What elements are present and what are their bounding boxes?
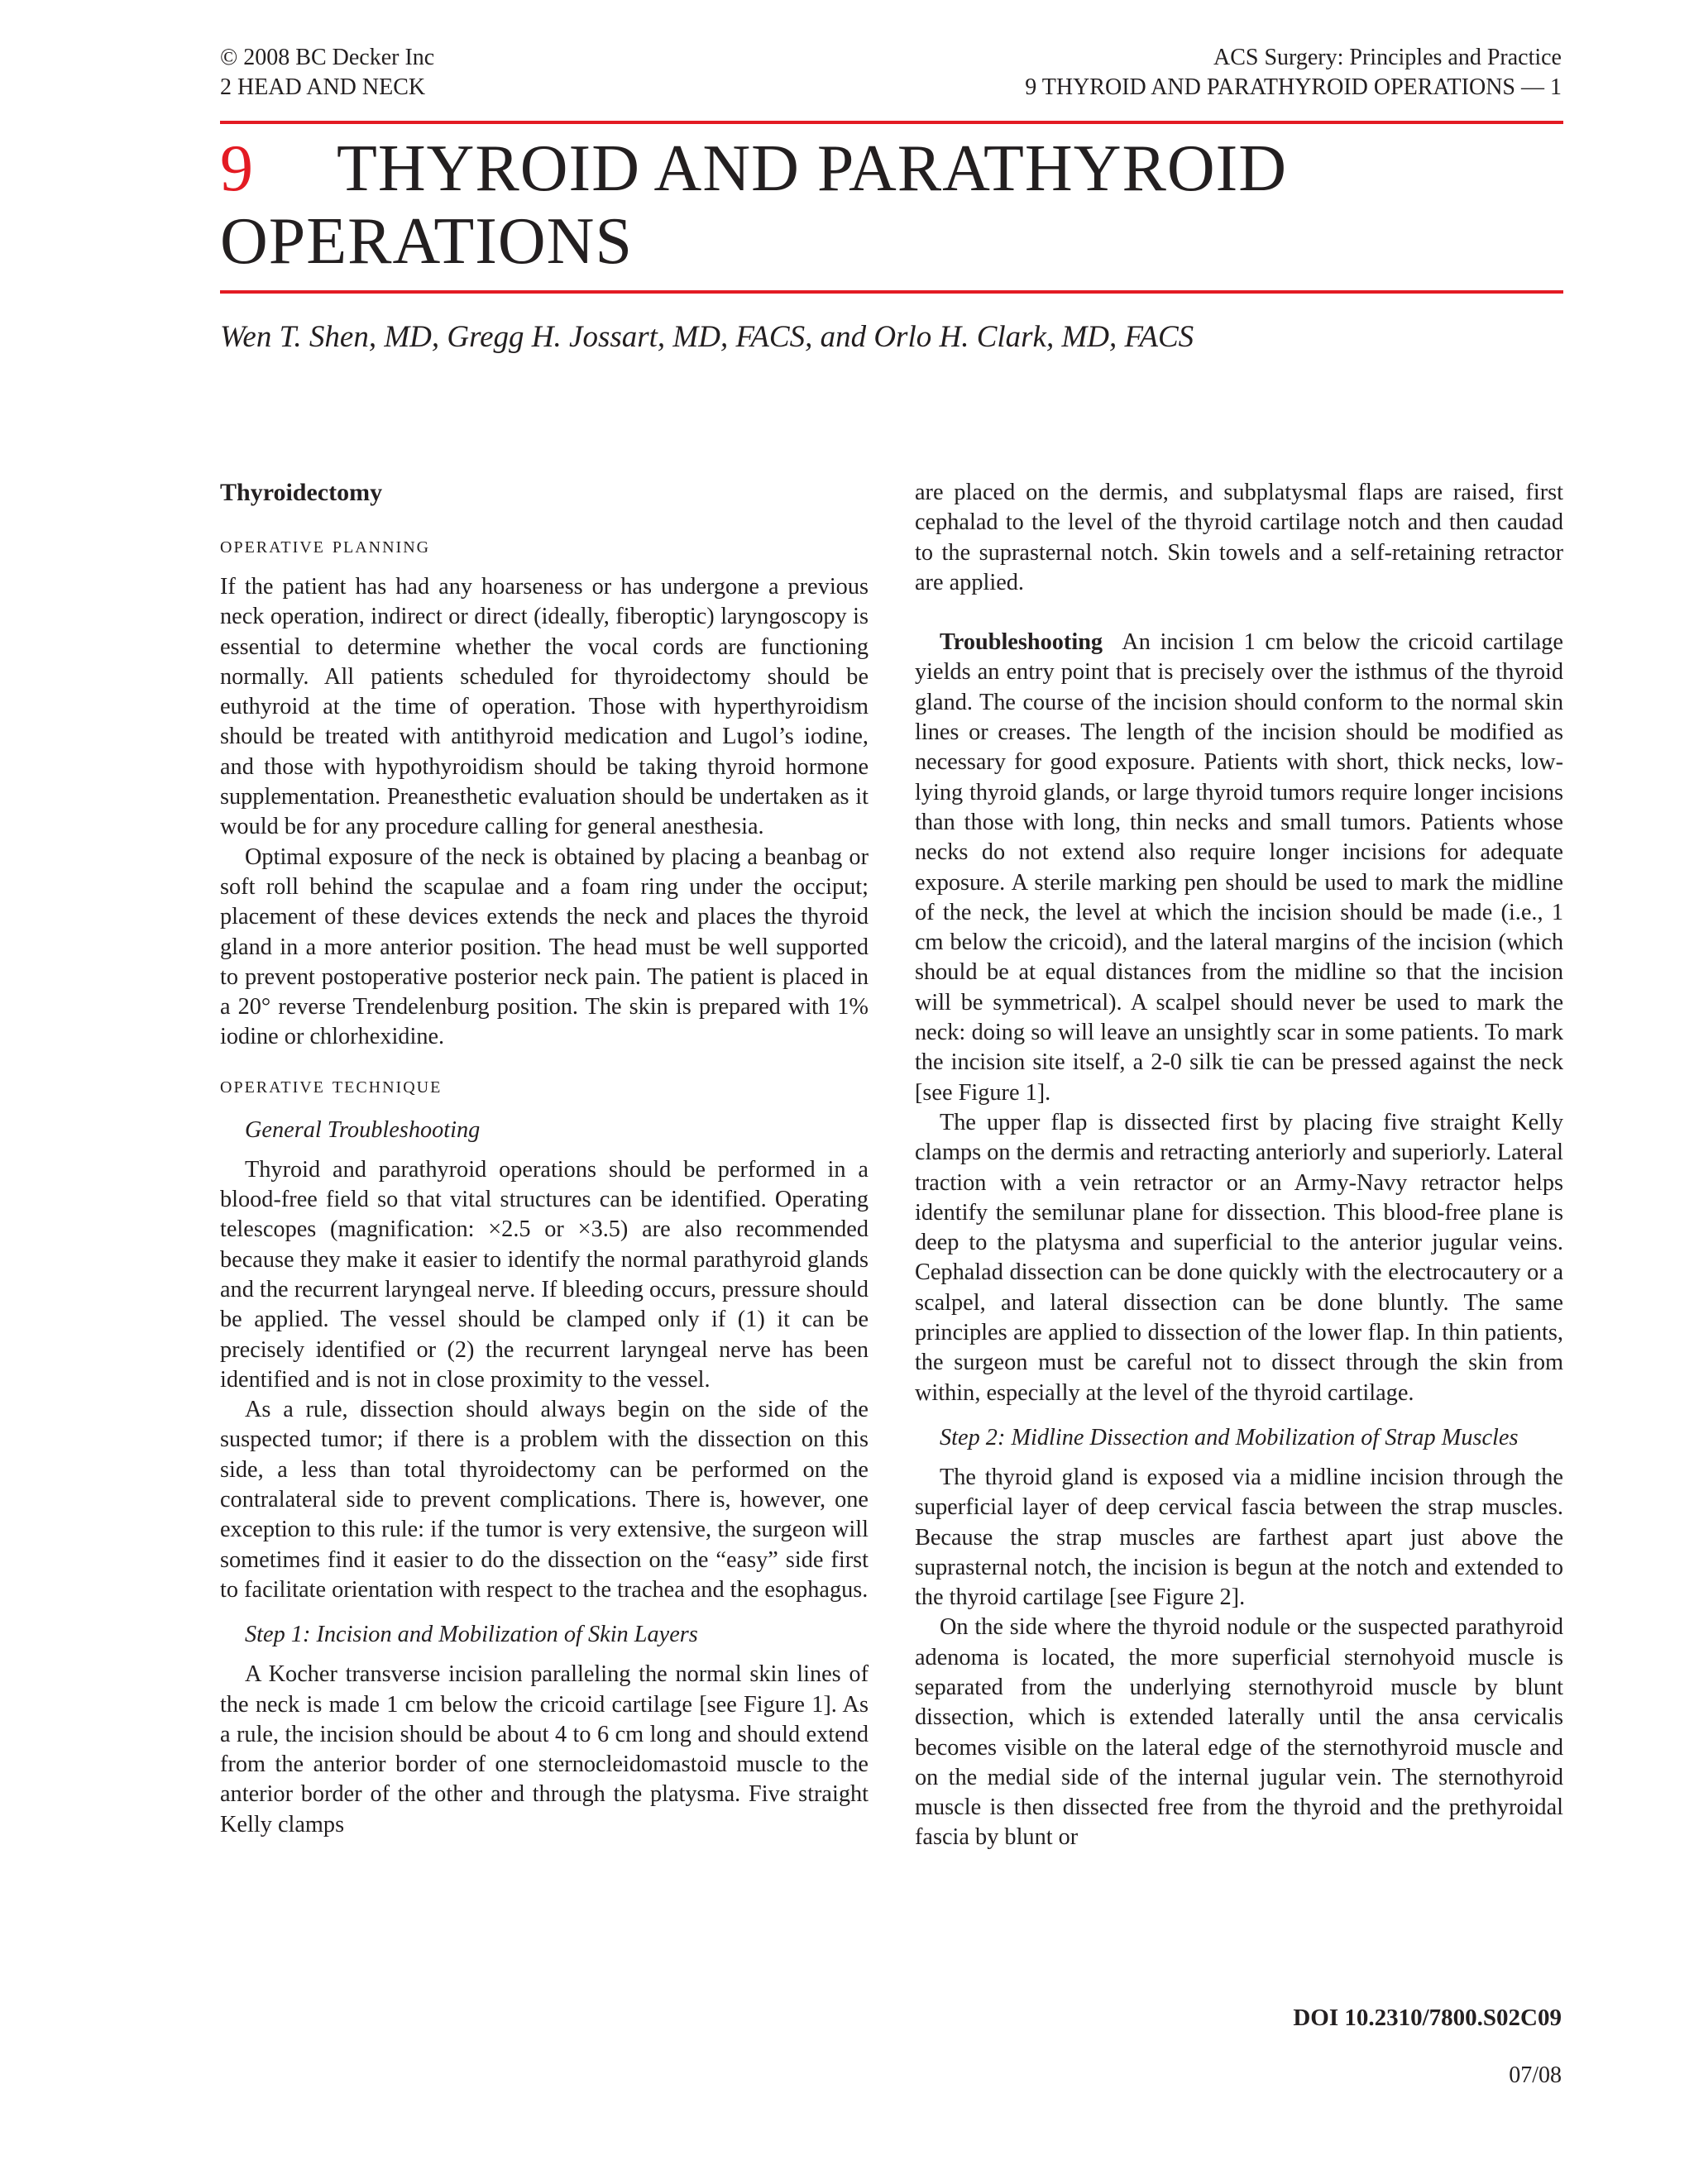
general-paragraph-1: Thyroid and parathyroid operations should be performed in a blood-free field so that vital structures can be identified. Operating telescopes (magnification: ×2.5 or ×3.5) are also recommended because they make it easier to identify the normal parathyroid glands and the recurrent laryngeal nerve. If bleeding occurs, pressure should be applied. The vessel should be clamped only if (1) it can be precisely identified or (2) the recurrent laryngeal nerve has been identified and is not in close proximity to the vessel. bbox=[220, 1156, 869, 1393]
header-right bbox=[1025, 43, 1562, 103]
step2-paragraph-1: The thyroid gland is exposed via a midline incision through the superficial layer of deep cervical fascia between the strap muscles. Because the strap muscles are farthest apart just above the suprasternal notch, the incision is begun at the notch and extended to the thyroid cartilage [see Figure 2]. bbox=[915, 1464, 1563, 1611]
troubleshooting-paragraph bbox=[915, 628, 1563, 1108]
author-list: Wen T. Shen, MD, Gregg H. Jossart, MD, FACS, and Orlo H. Clark, MD, FACS bbox=[220, 320, 1194, 354]
book-title: ACS Surgery: Principles and Practice bbox=[1213, 45, 1562, 70]
upper-flap-paragraph: The upper flap is dissected first by placing five straight Kelly clamps on the dermis and retracting anteriorly and superiorly. Lateral traction with a vein retractor or an Army-Navy retractor helps identify the semilunar plane for dissection. This blood-free plane is deep to the platysma and superficial to the anterior jugular veins. Cephalad dissection can be done quickly with the electrocautery or a scalpel, and lateral dissection can be done bluntly. The same principles are applied to dissection of the lower flap. In thin patients, the surgeon must be careful not to dissect through the skin from within, especially at the level of the thyroid cartilage. bbox=[915, 1109, 1563, 1406]
planning-paragraph-1: If the patient has had any hoarseness or has undergone a previous neck operation, indirect or direct (ideally, fiberoptic) laryngoscopy is essential to determine whether the vocal cords are functioning normally. All patients scheduled for thyroidectomy should be euthyroid at the time of operation. Those with hyperthyroidism should be treated with antithyroid medication and Lugol’s iodine, and those with hypothyroidism should be taking thyroid hormone supplementation. Preanesthetic evaluation should be undertaken as it would be for any procedure calling for general anesthesia. bbox=[220, 574, 869, 840]
general-paragraph-2: As a rule, dissection should always begin on the side of the suspected tumor; if there is a problem with the dissection on this side, a less than total thyroidectomy can be performed on the contralateral side to prevent complications. There is, however, one exception to this rule: if the tumor is very extensive, the surgeon will sometimes find it easier to do the dissection on the “easy” side first to facilitate orientation with respect to the trachea and the esophagus. bbox=[220, 1397, 869, 1603]
copyright-line: © 2008 BC Decker Inc bbox=[220, 45, 435, 70]
chapter-title-line2: OPERATIONS bbox=[220, 205, 633, 278]
paragraph-gap bbox=[915, 598, 1563, 628]
step2-heading: Step 2: Midline Dissection and Mobilization of Strap Muscles bbox=[940, 1424, 1519, 1450]
troubleshooting-label: Troubleshooting bbox=[940, 629, 1103, 656]
chapter-number: 9 bbox=[220, 132, 254, 205]
continued-paragraph: are placed on the dermis, and subplatysmal flaps are raised, first cephalad to the level of the thyroid cartilage notch and then caudad to the suprasternal notch. Skin towels and a self-retaining retractor are applied. bbox=[915, 480, 1563, 595]
header-left bbox=[220, 43, 434, 103]
planning-heading: operative planning bbox=[220, 533, 431, 558]
technique-heading: operative technique bbox=[220, 1072, 443, 1098]
title-rule-bottom bbox=[220, 290, 1563, 294]
chapter-title-line1: THYROID AND PARATHYROID bbox=[337, 132, 1288, 205]
section-title: Thyroidectomy bbox=[220, 479, 383, 506]
doi: DOI 10.2310/7800.S02C09 bbox=[1293, 2005, 1562, 2031]
troubleshooting-text: An incision 1 cm below the cricoid cartilage yields an entry point that is precisely over the isthmus of the thyroid gland. The course of the incision should conform to the normal skin lines or creases. The length of the incision should be modified as necessary for good exposure. Patients with short, thick necks, low-lying thyroid glands, or large thyroid tumors require longer incisions than those with long, thin necks and small tumors. Patients whose necks do not extend also require longer incisions for adequate exposure. A sterile marking pen should be used to mark the midline of the neck, the level at which the incision should be made (i.e., 1 cm below the cricoid), and the lateral margins of the incision (which should be at equal distances from the midline so that the incision will be symmetrical). A scalpel should never be used to mark the neck: doing so will leave an unsightly scar in some patients. To mark the incision site itself, a 2-0 silk tie can be pressed against the neck [see Figure 1]. bbox=[915, 629, 1563, 1106]
step1-paragraph: A Kocher transverse incision paralleling the normal skin lines of the neck is made 1 cm below the cricoid cartilage [see Figure 1]. As a rule, the incision should be about 4 to 6 cm long and should extend from the anterior border of one sternocleidomastoid muscle to the anterior border of the other and through the platysma. Five straight Kelly clamps bbox=[220, 1661, 869, 1838]
planning-paragraph-2: Optimal exposure of the neck is obtained by placing a beanbag or soft roll behind the scapulae and a foam ring under the occiput; placement of these devices extends the neck and places the thyroid gland in a more anterior position. The head must be well supported to prevent postoperative posterior neck pain. The patient is placed in a 20° reverse Trendelenburg position. The skin is prepared with 1% iodine or chlorhexidine. bbox=[220, 843, 869, 1050]
step2-paragraph-2: On the side where the thyroid nodule or the suspected parathyroid adenoma is located, the more superficial sternohyoid muscle is separated from the underlying sternothyroid muscle by blunt dissection, which is extended laterally until the ansa cervicalis becomes visible on the lateral edge of the sternothyroid muscle and on the medial side of the internal jugular vein. The sternothyroid muscle is then dissected free from the thyroid and the prethyroidal fascia by blunt or bbox=[915, 1614, 1563, 1851]
general-troubleshooting-heading: General Troubleshooting bbox=[245, 1116, 481, 1143]
running-title: 9 THYROID AND PARATHYROID OPERATIONS — 1 bbox=[1025, 74, 1562, 100]
section-line: 2 HEAD AND NECK bbox=[220, 74, 426, 100]
title-rule-top bbox=[220, 121, 1563, 124]
left-column bbox=[220, 478, 869, 1840]
chapter-title bbox=[220, 132, 1563, 278]
right-column bbox=[915, 478, 1563, 1853]
issue-date: 07/08 bbox=[1509, 2062, 1562, 2088]
step1-heading: Step 1: Incision and Mobilization of Skin Layers bbox=[245, 1622, 698, 1648]
